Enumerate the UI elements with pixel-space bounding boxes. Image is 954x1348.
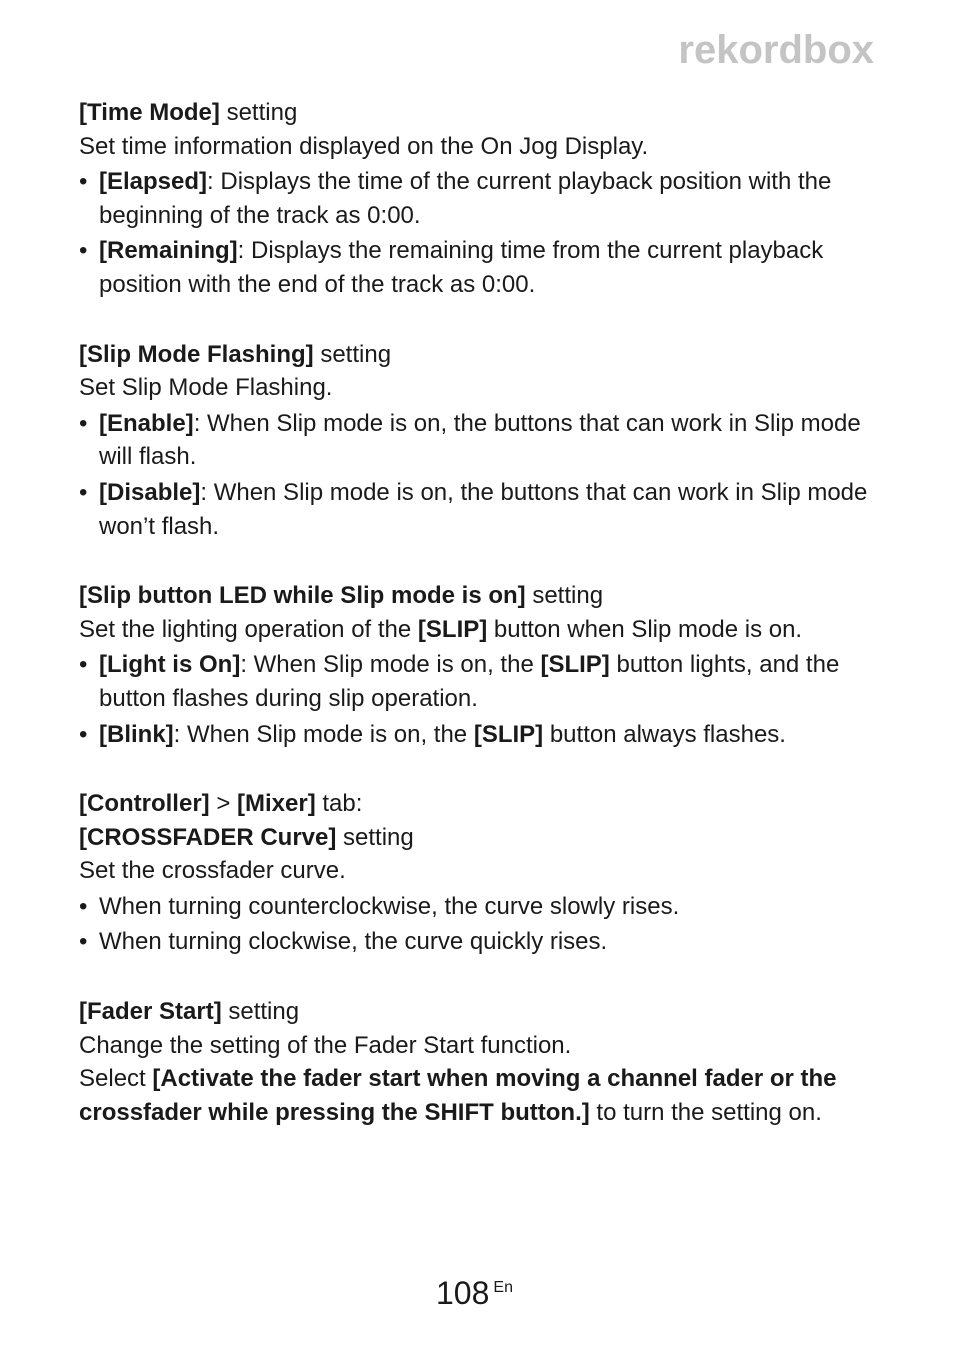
list-item [79, 648, 879, 715]
heading-bold: [CROSSFADER Curve] [79, 823, 337, 851]
list-item [79, 925, 879, 959]
option-text: When turning clockwise, the curve quickly rises. [99, 928, 608, 956]
option-list [79, 407, 879, 543]
bullet-icon: • [79, 892, 88, 920]
option-text: : When Slip mode is on, the buttons that can work in Slip mode won’t flash. [99, 478, 868, 540]
option-list [79, 648, 879, 751]
heading-suffix: setting [525, 582, 604, 610]
section-description: Set the crossfader curve. [79, 857, 346, 885]
section-description: Set Slip Mode Flashing. [79, 374, 333, 402]
list-item [79, 476, 879, 543]
brand-logo-text: rekordbox [678, 28, 874, 72]
description-text: button when Slip mode is on. [487, 615, 803, 643]
list-item [79, 407, 879, 474]
bullet-icon: • [79, 478, 88, 506]
option-text: : When Slip mode is on, the [173, 720, 474, 748]
description-bold: [SLIP] [417, 615, 488, 643]
heading-suffix: setting [336, 823, 414, 851]
option-text: When turning counterclockwise, the curve slowly rises. [99, 892, 680, 920]
option-name: [Elapsed] [99, 168, 208, 196]
option-name: [Light is On] [99, 651, 241, 679]
section-heading [79, 96, 879, 130]
tab-name: [Controller] [79, 790, 210, 818]
section-heading [79, 579, 879, 613]
heading-bold: [Slip Mode Flashing] [79, 340, 314, 368]
section-crossfader-curve [79, 787, 879, 959]
option-text: button lights, and the button flashes during slip operation. [99, 651, 840, 712]
option-list [79, 165, 879, 301]
tab-path [79, 787, 879, 821]
list-item [79, 234, 879, 301]
language-code: En [493, 1279, 513, 1296]
heading-bold: [Time Mode] [79, 99, 220, 126]
description-text: Set the lighting operation of the [79, 615, 418, 643]
heading-suffix: setting [219, 99, 298, 126]
option-text: button always flashes. [543, 720, 786, 748]
section-heading [79, 338, 879, 372]
bullet-icon: • [79, 237, 88, 265]
list-item [79, 890, 879, 924]
option-name: [Disable] [99, 478, 201, 506]
option-text: : Displays the remaining time from the current playback position with the end of the track as 0:00. [99, 237, 824, 298]
page-number-value: 108 [436, 1275, 490, 1311]
option-name: [Blink] [99, 720, 174, 748]
option-name: [Enable] [99, 409, 194, 437]
heading-suffix: setting [221, 998, 300, 1026]
section-description: Set time information displayed on the On Jog Display. [79, 132, 649, 160]
section-heading [79, 821, 879, 855]
section-description [79, 613, 879, 647]
section-slip-mode-flashing [79, 338, 879, 544]
instruction-bold: [Activate the fader start when moving a channel fader or the crossfader while pressing the SHIFT button.] [79, 1065, 837, 1126]
option-text: : When Slip mode is on, the buttons that can work in Slip mode will flash. [99, 409, 861, 471]
option-text: : Displays the time of the current playback position with the beginning of the track as 0:00. [99, 168, 832, 229]
instruction-text: Select [79, 1065, 153, 1093]
instruction-text: to turn the setting on. [589, 1098, 822, 1126]
section-slip-button-led [79, 579, 879, 751]
select-instruction [79, 1062, 879, 1129]
option-bold: [SLIP] [473, 720, 544, 748]
heading-suffix: setting [313, 340, 392, 368]
option-bold: [SLIP] [540, 651, 610, 679]
list-item [79, 165, 879, 232]
option-name: [Remaining] [99, 237, 238, 265]
bullet-icon: • [79, 409, 88, 437]
bullet-icon: • [79, 928, 88, 956]
option-text: : When Slip mode is on, the [240, 651, 541, 679]
section-fader-start [79, 995, 879, 1129]
bullet-icon: • [79, 651, 88, 679]
bullet-icon: • [79, 720, 88, 748]
tab-name: [Mixer] [237, 790, 316, 818]
tab-separator: > [209, 790, 238, 818]
list-item [79, 718, 879, 752]
option-list [79, 890, 879, 959]
heading-bold: [Fader Start] [79, 998, 222, 1026]
page-content [79, 96, 879, 1165]
heading-bold: [Slip button LED while Slip mode is on] [79, 582, 526, 610]
tab-suffix: tab: [315, 790, 363, 818]
section-heading [79, 995, 879, 1029]
bullet-icon: • [79, 168, 88, 196]
section-time-mode [79, 96, 879, 302]
page-number [436, 1275, 513, 1312]
section-description: Change the setting of the Fader Start function. [79, 1031, 572, 1059]
